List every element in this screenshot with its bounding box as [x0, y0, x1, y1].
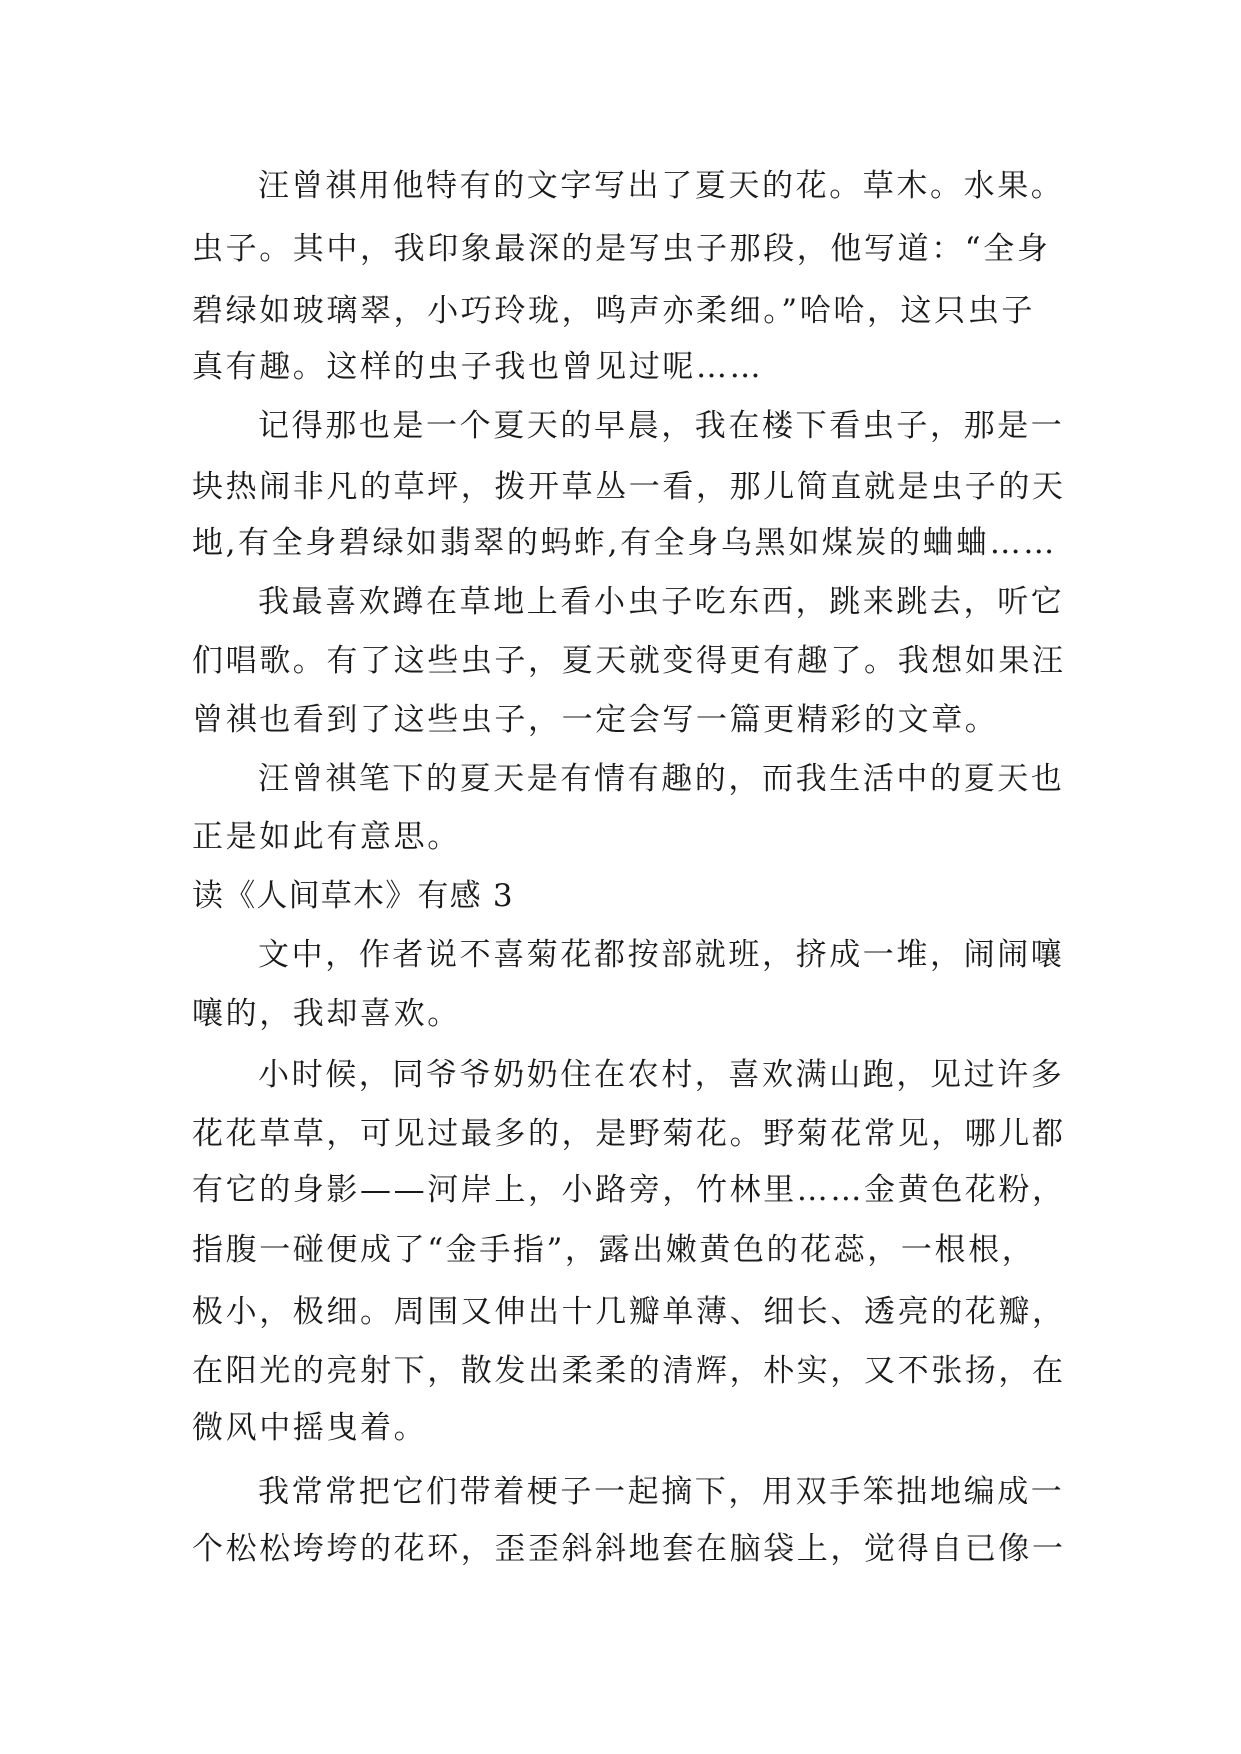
paragraph-2-line-2: 块热闹非凡的草坪，拨开草丛一看，那儿简直就是虫子的天	[192, 469, 1066, 505]
paragraph-7-line-1: 我常常把它们带着梗子一起摘下，用双手笨拙地编成一	[258, 1474, 1065, 1510]
paragraph-6-line-5: 极小，极细。周围又伸出十几瓣单薄、细长、透亮的花瓣，	[192, 1294, 1066, 1330]
paragraph-7-line-2: 个松松垮垮的花环，歪歪斜斜地套在脑袋上，觉得自已像一	[192, 1531, 1066, 1567]
paragraph-6-line-3: 有它的身影——河岸上，小路旁，竹林里……金黄色花粉，	[192, 1172, 1066, 1208]
paragraph-5-line-2: 嚷的，我却喜欢。	[192, 996, 461, 1032]
paragraph-6-line-4: 指腹一碰便成了“金手指”，露出嫩黄色的花蕊，一根根，	[192, 1232, 1036, 1268]
paragraph-6-line-7: 微风中摇曳着。	[192, 1410, 428, 1446]
section-heading: 读《人间草木》有感 3	[192, 878, 514, 914]
paragraph-2-line-1: 记得那也是一个夏天的早晨，我在楼下看虫子，那是一	[258, 408, 1065, 444]
paragraph-6-line-1: 小时候，同爷爷奶奶住在农村，喜欢满山跑，见过许多	[258, 1057, 1065, 1093]
paragraph-2-line-3: 地,有全身碧绿如翡翠的蚂蚱,有全身乌黑如煤炭的蛐蛐……	[192, 525, 1057, 561]
paragraph-3-line-2: 们唱歌。有了这些虫子，夏天就变得更有趣了。我想如果汪	[192, 643, 1066, 679]
paragraph-1-line-2: 虫子。其中，我印象最深的是写虫子那段，他写道：“全身	[192, 231, 1051, 267]
paragraph-3-line-1: 我最喜欢蹲在草地上看小虫子吃东西，跳来跳去，听它	[258, 584, 1065, 620]
paragraph-1-line-4: 真有趣。这样的虫子我也曾见过呢……	[192, 349, 764, 385]
paragraph-4-line-1: 汪曾祺笔下的夏天是有情有趣的，而我生活中的夏天也	[258, 761, 1065, 797]
paragraph-6-line-6: 在阳光的亮射下，散发出柔柔的清辉，朴实，又不张扬，在	[192, 1353, 1066, 1389]
paragraph-1-line-1: 汪曾祺用他特有的文字写出了夏天的花。草木。水果。	[258, 168, 1065, 204]
paragraph-1-line-3: 碧绿如玻璃翠，小巧玲珑，鸣声亦柔细。”哈哈，这只虫子	[192, 293, 1035, 329]
paragraph-3-line-3: 曾祺也看到了这些虫子，一定会写一篇更精彩的文章。	[192, 702, 999, 738]
paragraph-5-line-1: 文中，作者说不喜菊花都按部就班，挤成一堆，闹闹嚷	[258, 937, 1065, 973]
paragraph-4-line-2: 正是如此有意思。	[192, 819, 461, 855]
paragraph-6-line-2: 花花草草，可见过最多的，是野菊花。野菊花常见，哪儿都	[192, 1116, 1066, 1152]
